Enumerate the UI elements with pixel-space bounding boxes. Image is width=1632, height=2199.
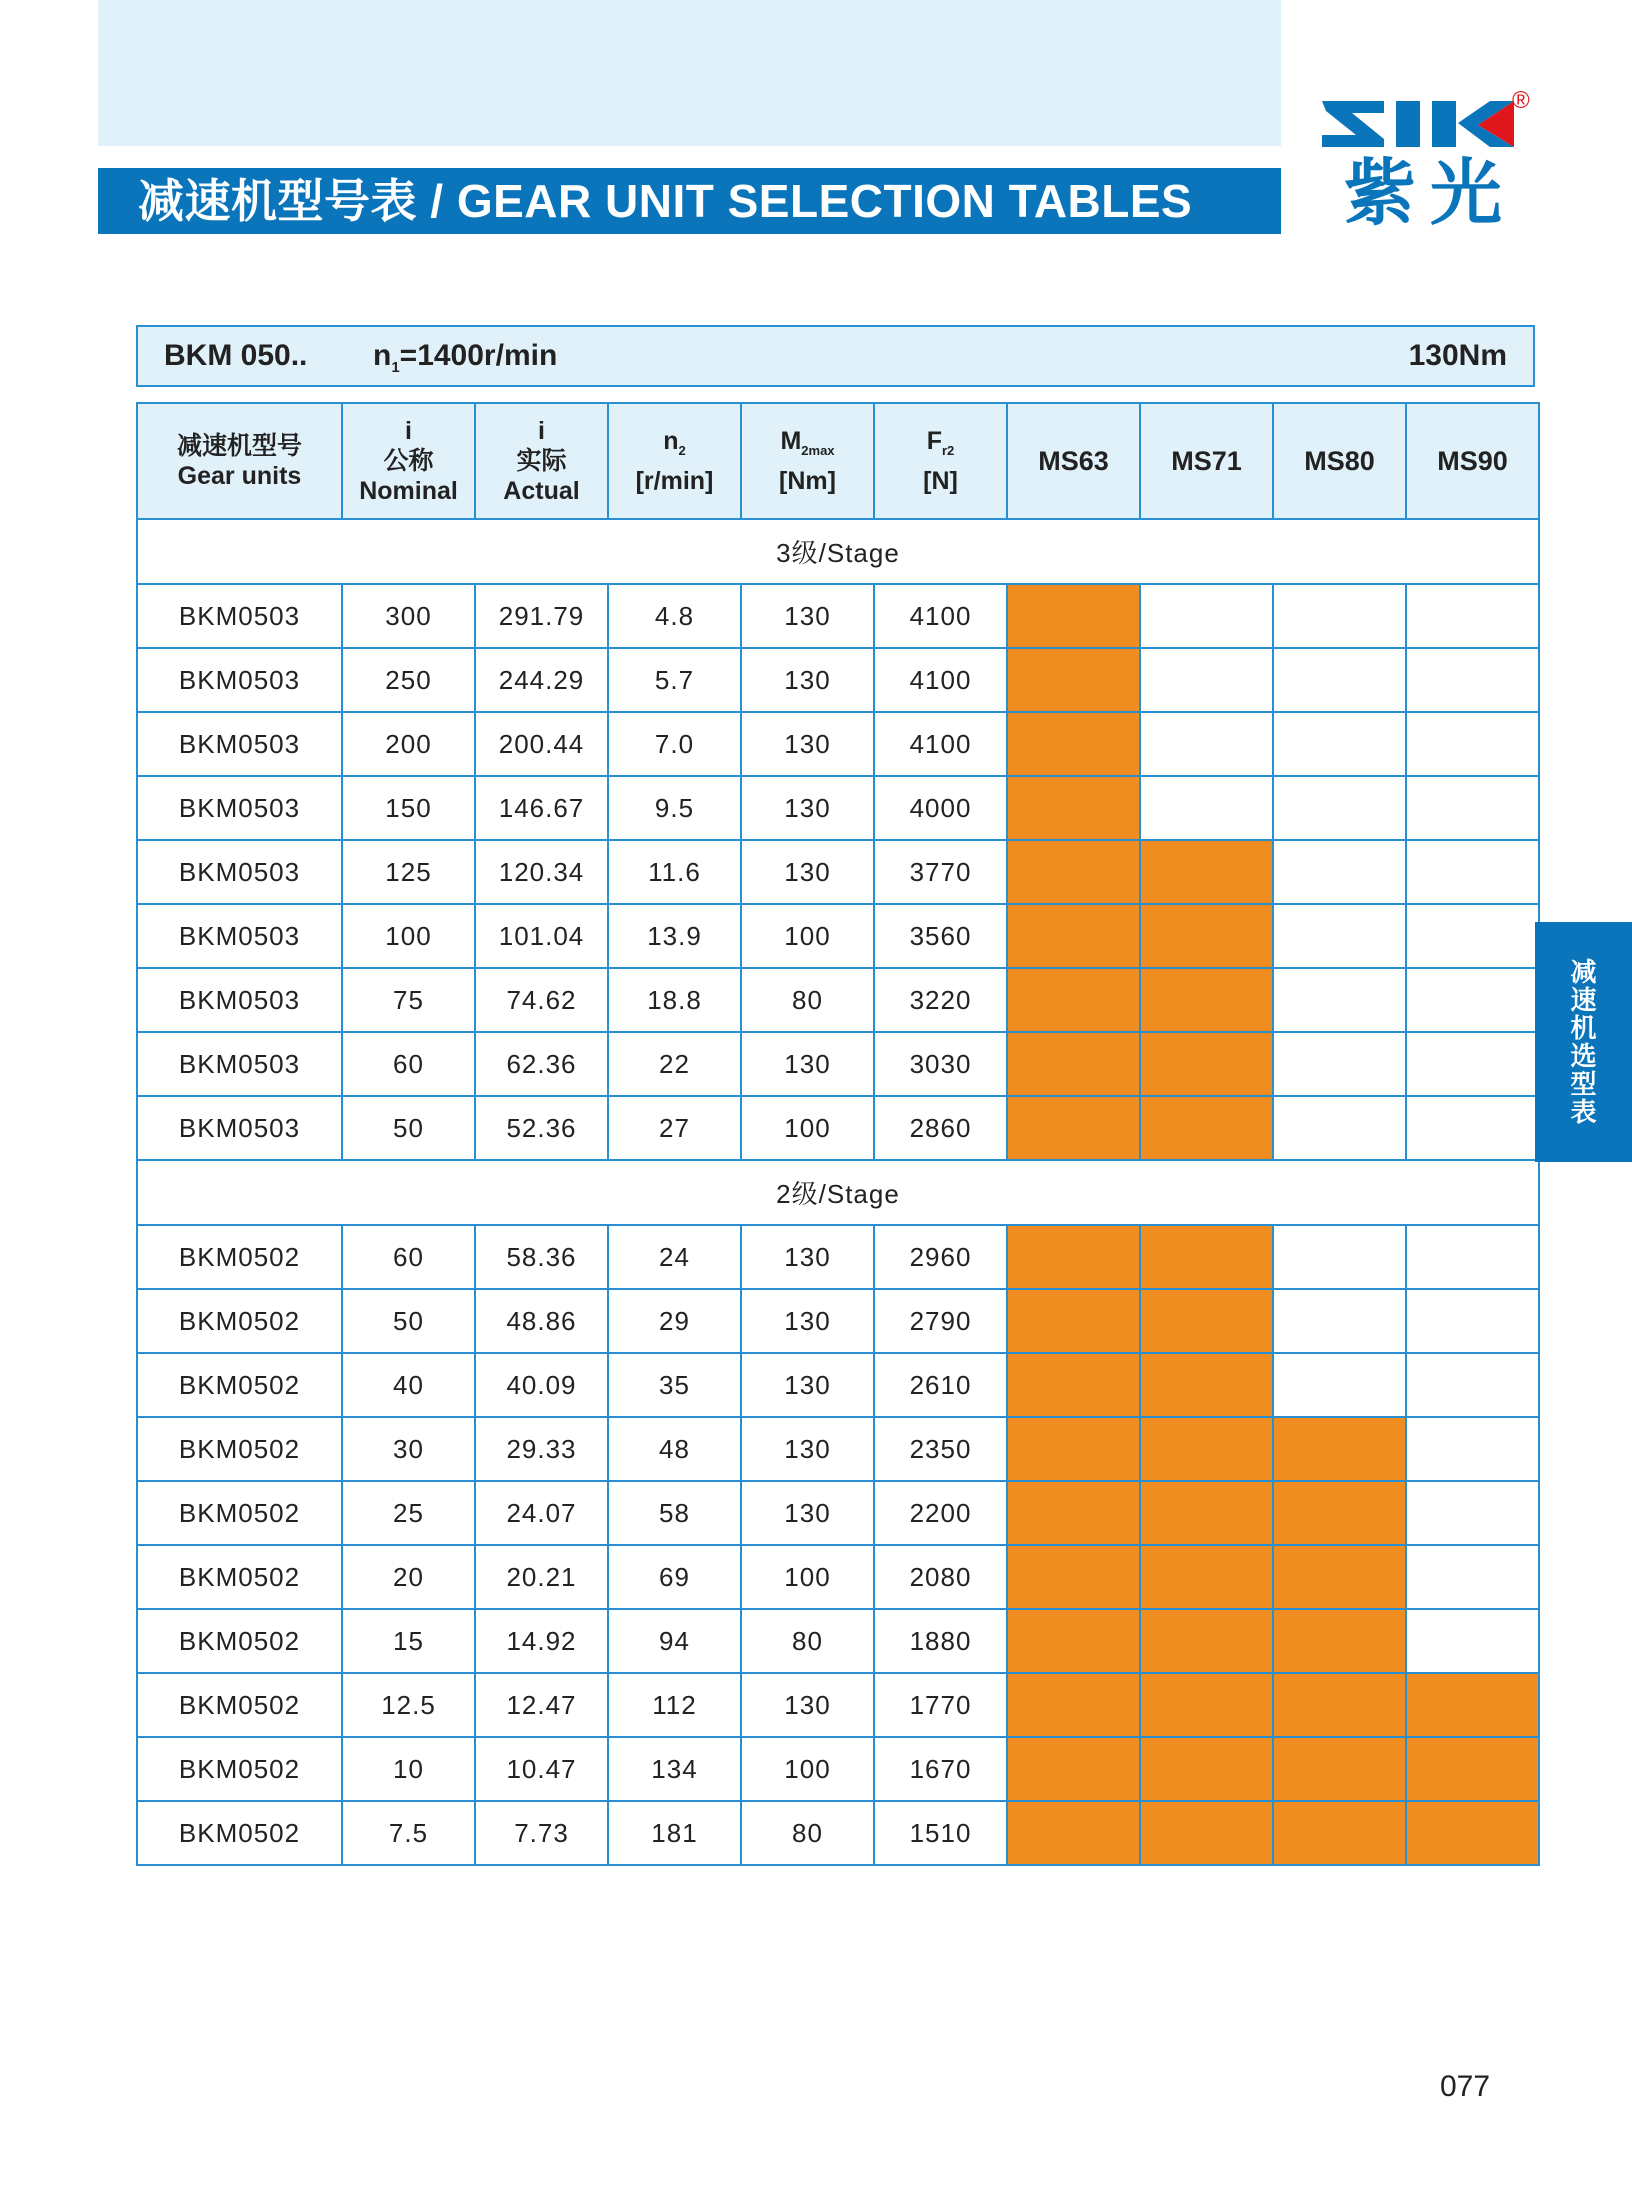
input-speed-symbol: n [373,339,392,372]
cell-nominal: 50 [342,1289,475,1353]
cell-n2: 13.9 [608,904,741,968]
cell-fr2: 1670 [874,1737,1007,1801]
col-fr2-sub: r2 [941,443,955,458]
stage-row [137,519,1539,584]
motor-fit-cell [1140,1032,1273,1096]
cell-n2: 69 [608,1545,741,1609]
cell-nominal: 15 [342,1609,475,1673]
col-nominal [342,403,475,519]
cell-m2: 130 [741,648,874,712]
cell-model: BKM0502 [137,1481,342,1545]
col-actual-cn: 实际 [516,447,567,475]
motor-fit-cell [1140,1737,1273,1801]
cell-m2: 80 [741,968,874,1032]
cell-m2: 130 [741,712,874,776]
cell-fr2: 2350 [874,1417,1007,1481]
motor-fit-cell [1406,1225,1539,1289]
motor-fit-cell [1140,712,1273,776]
cell-fr2: 1510 [874,1801,1007,1865]
cell-model: BKM0503 [137,584,342,648]
brand-logo [1318,87,1538,245]
motor-fit-cell [1273,1289,1406,1353]
cell-nominal: 60 [342,1032,475,1096]
motor-fit-cell [1406,904,1539,968]
motor-fit-cell [1406,1289,1539,1353]
cell-fr2: 1880 [874,1609,1007,1673]
cell-actual: 48.86 [475,1289,608,1353]
cell-nominal: 50 [342,1096,475,1160]
cell-n2: 94 [608,1609,741,1673]
col-ms90: MS90 [1406,403,1539,519]
motor-fit-cell [1273,1225,1406,1289]
col-fr2-unit: [N] [923,467,958,495]
motor-fit-cell [1140,1289,1273,1353]
col-m2max-sub: 2max [801,443,835,458]
motor-fit-cell [1007,904,1140,968]
side-tab-char: 表 [1570,1097,1597,1127]
cell-n2: 27 [608,1096,741,1160]
cell-fr2: 2080 [874,1545,1007,1609]
motor-fit-cell [1140,1609,1273,1673]
cell-nominal: 25 [342,1481,475,1545]
cell-nominal: 10 [342,1737,475,1801]
cell-n2: 29 [608,1289,741,1353]
table-row [137,840,1539,904]
motor-fit-cell [1140,904,1273,968]
cell-m2: 100 [741,1737,874,1801]
col-fr2-symbol: F [926,427,942,455]
cell-fr2: 3030 [874,1032,1007,1096]
cell-model: BKM0502 [137,1801,342,1865]
motor-fit-cell [1406,968,1539,1032]
col-gear-units [137,403,342,519]
brand-name: 紫光 [1344,151,1517,235]
motor-fit-cell [1406,1737,1539,1801]
cell-n2: 18.8 [608,968,741,1032]
motor-fit-cell [1007,968,1140,1032]
col-gear-units-en: Gear units [177,462,302,490]
motor-fit-cell [1140,584,1273,648]
motor-fit-cell [1007,584,1140,648]
table-header-row [137,403,1539,519]
col-nominal-symbol: i [405,417,412,445]
cell-fr2: 4100 [874,648,1007,712]
motor-fit-cell [1273,1353,1406,1417]
cell-model: BKM0503 [137,840,342,904]
cell-nominal: 75 [342,968,475,1032]
cell-m2: 130 [741,840,874,904]
table-row [137,648,1539,712]
col-n2-sub: 2 [678,443,686,458]
motor-fit-cell [1406,1032,1539,1096]
cell-m2: 130 [741,1481,874,1545]
motor-fit-cell [1406,840,1539,904]
cell-nominal: 12.5 [342,1673,475,1737]
side-tab-char: 选 [1570,1041,1597,1071]
cell-model: BKM0502 [137,1225,342,1289]
cell-n2: 35 [608,1353,741,1417]
table-row [137,776,1539,840]
motor-fit-cell [1406,1096,1539,1160]
cell-m2: 130 [741,1417,874,1481]
motor-fit-cell [1007,840,1140,904]
cell-fr2: 2960 [874,1225,1007,1289]
motor-fit-cell [1406,776,1539,840]
motor-fit-cell [1273,968,1406,1032]
cell-m2: 130 [741,584,874,648]
cell-model: BKM0503 [137,776,342,840]
motor-fit-cell [1273,584,1406,648]
cell-actual: 24.07 [475,1481,608,1545]
col-fr2 [874,403,1007,519]
cell-nominal: 250 [342,648,475,712]
cell-fr2: 1770 [874,1673,1007,1737]
cell-actual: 120.34 [475,840,608,904]
side-tab-char: 机 [1570,1013,1597,1043]
motor-fit-cell [1007,1096,1140,1160]
stage-label: 3级/Stage [137,519,1539,584]
motor-fit-cell [1007,1673,1140,1737]
cell-actual: 10.47 [475,1737,608,1801]
table-row [137,1481,1539,1545]
cell-n2: 112 [608,1673,741,1737]
cell-n2: 48 [608,1417,741,1481]
cell-model: BKM0502 [137,1673,342,1737]
cell-fr2: 2610 [874,1353,1007,1417]
table-row [137,1032,1539,1096]
cell-n2: 181 [608,1801,741,1865]
input-speed-value: =1400r/min [399,339,558,372]
motor-fit-cell [1140,1353,1273,1417]
cell-m2: 80 [741,1609,874,1673]
cell-actual: 7.73 [475,1801,608,1865]
cell-model: BKM0502 [137,1737,342,1801]
cell-n2: 5.7 [608,648,741,712]
col-actual-symbol: i [538,417,545,445]
table-row [137,1289,1539,1353]
cell-nominal: 125 [342,840,475,904]
cell-model: BKM0503 [137,1096,342,1160]
cell-fr2: 3220 [874,968,1007,1032]
table-row [137,904,1539,968]
cell-fr2: 3770 [874,840,1007,904]
table-row [137,968,1539,1032]
series-header [136,325,1535,387]
table-row [137,1801,1539,1865]
motor-fit-cell [1140,1481,1273,1545]
table-row [137,1609,1539,1673]
top-band [98,0,1281,146]
motor-fit-cell [1140,968,1273,1032]
registered-mark: ® [1512,87,1530,114]
col-m2max [741,403,874,519]
motor-fit-cell [1273,1545,1406,1609]
motor-fit-cell [1140,648,1273,712]
motor-fit-cell [1007,1353,1140,1417]
cell-fr2: 4100 [874,712,1007,776]
motor-fit-cell [1273,1673,1406,1737]
motor-fit-cell [1140,1225,1273,1289]
motor-fit-cell [1140,840,1273,904]
table-row [137,1545,1539,1609]
col-m2max-symbol: M [780,427,802,455]
cell-nominal: 7.5 [342,1801,475,1865]
cell-n2: 134 [608,1737,741,1801]
col-n2 [608,403,741,519]
table-row [137,1353,1539,1417]
motor-fit-cell [1007,648,1140,712]
motor-fit-cell [1007,776,1140,840]
motor-fit-cell [1273,1096,1406,1160]
cell-model: BKM0503 [137,712,342,776]
table-row [137,1673,1539,1737]
col-nominal-cn: 公称 [383,447,434,475]
motor-fit-cell [1273,904,1406,968]
cell-m2: 80 [741,1801,874,1865]
cell-nominal: 30 [342,1417,475,1481]
table-row [137,1096,1539,1160]
side-tab-char: 速 [1570,985,1597,1015]
cell-actual: 146.67 [475,776,608,840]
cell-actual: 74.62 [475,968,608,1032]
cell-fr2: 2860 [874,1096,1007,1160]
motor-fit-cell [1273,776,1406,840]
cell-m2: 100 [741,904,874,968]
motor-fit-cell [1273,840,1406,904]
cell-m2: 130 [741,776,874,840]
cell-n2: 58 [608,1481,741,1545]
col-m2max-unit: [Nm] [779,467,836,495]
side-tab [1535,922,1632,1162]
cell-actual: 62.36 [475,1032,608,1096]
cell-nominal: 200 [342,712,475,776]
motor-fit-cell [1007,1609,1140,1673]
stage-row [137,1160,1539,1225]
page-number: 077 [1440,2070,1491,2103]
motor-fit-cell [1140,1673,1273,1737]
motor-fit-cell [1406,1609,1539,1673]
cell-actual: 29.33 [475,1417,608,1481]
motor-fit-cell [1007,712,1140,776]
cell-model: BKM0503 [137,648,342,712]
motor-fit-cell [1406,648,1539,712]
cell-model: BKM0503 [137,904,342,968]
col-ms63: MS63 [1007,403,1140,519]
cell-nominal: 40 [342,1353,475,1417]
motor-fit-cell [1273,1481,1406,1545]
cell-m2: 130 [741,1225,874,1289]
motor-fit-cell [1273,1032,1406,1096]
motor-fit-cell [1007,1032,1140,1096]
cell-actual: 20.21 [475,1545,608,1609]
col-ms71: MS71 [1140,403,1273,519]
motor-fit-cell [1007,1801,1140,1865]
motor-fit-cell [1273,1417,1406,1481]
motor-fit-cell [1273,1737,1406,1801]
cell-model: BKM0502 [137,1545,342,1609]
cell-m2: 130 [741,1032,874,1096]
series-model: BKM 050.. [164,339,308,372]
cell-nominal: 20 [342,1545,475,1609]
col-n2-symbol: n [663,427,679,455]
cell-m2: 130 [741,1353,874,1417]
motor-fit-cell [1140,1417,1273,1481]
cell-fr2: 4100 [874,584,1007,648]
rated-torque: 130Nm [1408,339,1507,372]
motor-fit-cell [1406,1481,1539,1545]
cell-model: BKM0502 [137,1289,342,1353]
input-speed-sub: 1 [391,359,400,376]
motor-fit-cell [1140,1801,1273,1865]
col-actual [475,403,608,519]
motor-fit-cell [1140,1096,1273,1160]
cell-fr2: 2790 [874,1289,1007,1353]
cell-actual: 101.04 [475,904,608,968]
cell-model: BKM0502 [137,1353,342,1417]
cell-n2: 24 [608,1225,741,1289]
cell-model: BKM0502 [137,1609,342,1673]
motor-fit-cell [1007,1481,1140,1545]
motor-fit-cell [1007,1417,1140,1481]
table-row [137,584,1539,648]
cell-fr2: 4000 [874,776,1007,840]
col-actual-en: Actual [503,477,580,505]
col-ms80: MS80 [1273,403,1406,519]
cell-actual: 291.79 [475,584,608,648]
page-title: 减速机型号表 / GEAR UNIT SELECTION TABLES [98,168,1281,234]
side-tab-char: 减 [1570,957,1597,987]
cell-fr2: 3560 [874,904,1007,968]
motor-fit-cell [1007,1225,1140,1289]
col-nominal-en: Nominal [359,477,458,505]
motor-fit-cell [1406,1417,1539,1481]
cell-n2: 11.6 [608,840,741,904]
col-n2-unit: [r/min] [635,467,714,495]
cell-n2: 22 [608,1032,741,1096]
cell-nominal: 60 [342,1225,475,1289]
motor-fit-cell [1007,1545,1140,1609]
stage-label: 2级/Stage [137,1160,1539,1225]
motor-fit-cell [1273,1609,1406,1673]
table-body [137,519,1539,1865]
motor-fit-cell [1406,712,1539,776]
cell-model: BKM0503 [137,1032,342,1096]
cell-m2: 100 [741,1096,874,1160]
table-row [137,1737,1539,1801]
table-row [137,1225,1539,1289]
cell-n2: 4.8 [608,584,741,648]
cell-nominal: 100 [342,904,475,968]
motor-fit-cell [1406,1673,1539,1737]
motor-fit-cell [1273,712,1406,776]
motor-fit-cell [1406,1545,1539,1609]
cell-actual: 52.36 [475,1096,608,1160]
motor-fit-cell [1140,1545,1273,1609]
motor-fit-cell [1007,1289,1140,1353]
motor-fit-cell [1406,1353,1539,1417]
cell-n2: 9.5 [608,776,741,840]
motor-fit-cell [1406,584,1539,648]
cell-m2: 100 [741,1545,874,1609]
motor-fit-cell [1007,1737,1140,1801]
cell-fr2: 2200 [874,1481,1007,1545]
table-row [137,712,1539,776]
cell-actual: 12.47 [475,1673,608,1737]
cell-n2: 7.0 [608,712,741,776]
input-speed [373,339,557,376]
motor-fit-cell [1273,648,1406,712]
motor-fit-cell [1406,1801,1539,1865]
cell-m2: 130 [741,1673,874,1737]
cell-actual: 58.36 [475,1225,608,1289]
motor-fit-cell [1273,1801,1406,1865]
motor-fit-cell [1140,776,1273,840]
cell-actual: 244.29 [475,648,608,712]
side-tab-char: 型 [1570,1069,1597,1099]
cell-model: BKM0502 [137,1417,342,1481]
cell-actual: 200.44 [475,712,608,776]
cell-actual: 40.09 [475,1353,608,1417]
cell-model: BKM0503 [137,968,342,1032]
table-row [137,1417,1539,1481]
zik-logo-icon [1318,95,1518,151]
cell-actual: 14.92 [475,1609,608,1673]
col-gear-units-cn: 减速机型号 [176,432,302,460]
cell-nominal: 150 [342,776,475,840]
cell-m2: 130 [741,1289,874,1353]
selection-table [136,402,1540,1866]
cell-nominal: 300 [342,584,475,648]
